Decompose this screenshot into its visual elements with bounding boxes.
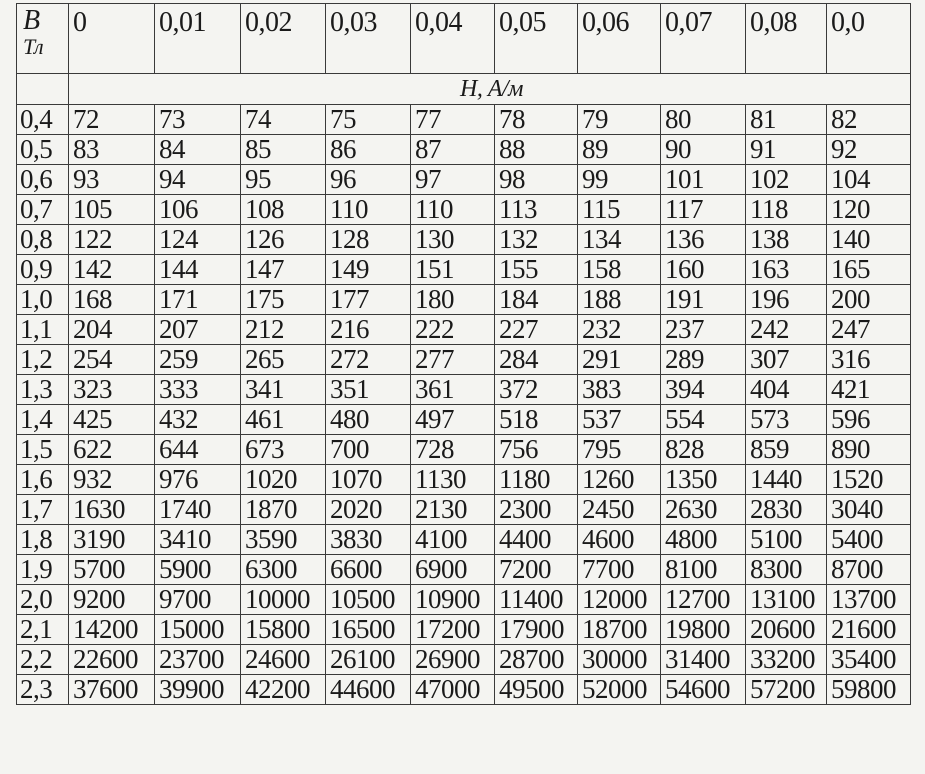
h-value-cell: 19800 [661, 615, 746, 645]
corner-cell [17, 4, 69, 74]
h-value-cell: 171 [155, 285, 241, 315]
h-value-cell: 3410 [155, 525, 241, 555]
h-value-cell: 54600 [661, 675, 746, 705]
h-value-cell: 8100 [661, 555, 746, 585]
h-value-cell: 6300 [241, 555, 326, 585]
h-value-cell: 596 [827, 405, 911, 435]
h-value-cell: 140 [827, 225, 911, 255]
h-value-cell: 136 [661, 225, 746, 255]
table-row [17, 615, 911, 645]
b-value-cell: 2,1 [17, 615, 69, 645]
h-value-cell: 20600 [746, 615, 827, 645]
b-value-cell: 1,4 [17, 405, 69, 435]
h-value-cell: 30000 [578, 645, 661, 675]
h-value-cell: 216 [326, 315, 411, 345]
h-value-cell: 74 [241, 105, 326, 135]
column-header: 0,04 [411, 4, 495, 74]
h-value-cell: 26900 [411, 645, 495, 675]
h-value-cell: 78 [495, 105, 578, 135]
h-value-cell: 518 [495, 405, 578, 435]
h-value-cell: 461 [241, 405, 326, 435]
column-header: 0,02 [241, 4, 326, 74]
h-value-cell: 361 [411, 375, 495, 405]
h-value-cell: 497 [411, 405, 495, 435]
h-value-cell: 932 [69, 465, 155, 495]
h-value-cell: 254 [69, 345, 155, 375]
h-value-cell: 98 [495, 165, 578, 195]
table-row [17, 315, 911, 345]
h-value-cell: 86 [326, 135, 411, 165]
h-value-cell: 118 [746, 195, 827, 225]
header-row [17, 4, 911, 74]
b-unit: Тл [23, 34, 44, 59]
h-value-cell: 1630 [69, 495, 155, 525]
h-value-cell: 13100 [746, 585, 827, 615]
h-value-cell: 17200 [411, 615, 495, 645]
h-value-cell: 480 [326, 405, 411, 435]
h-value-cell: 83 [69, 135, 155, 165]
h-value-cell: 323 [69, 375, 155, 405]
h-value-cell: 333 [155, 375, 241, 405]
h-value-cell: 13700 [827, 585, 911, 615]
h-value-cell: 425 [69, 405, 155, 435]
table-row [17, 585, 911, 615]
h-value-cell: 160 [661, 255, 746, 285]
h-value-cell: 8300 [746, 555, 827, 585]
h-value-cell: 2300 [495, 495, 578, 525]
h-value-cell: 2020 [326, 495, 411, 525]
column-header: 0,03 [326, 4, 411, 74]
table-row [17, 105, 911, 135]
h-value-cell: 110 [326, 195, 411, 225]
table-row [17, 285, 911, 315]
h-value-cell: 728 [411, 435, 495, 465]
h-value-cell: 2630 [661, 495, 746, 525]
b-value-cell: 2,2 [17, 645, 69, 675]
column-header: 0,08 [746, 4, 827, 74]
h-value-cell: 227 [495, 315, 578, 345]
h-value-cell: 57200 [746, 675, 827, 705]
h-value-cell: 72 [69, 105, 155, 135]
h-value-cell: 89 [578, 135, 661, 165]
h-value-cell: 232 [578, 315, 661, 345]
h-value-cell: 163 [746, 255, 827, 285]
h-value-cell: 79 [578, 105, 661, 135]
h-value-cell: 4400 [495, 525, 578, 555]
h-value-cell: 421 [827, 375, 911, 405]
h-value-cell: 2450 [578, 495, 661, 525]
h-value-cell: 117 [661, 195, 746, 225]
h-value-cell: 80 [661, 105, 746, 135]
unit-row [17, 74, 911, 105]
h-value-cell: 104 [827, 165, 911, 195]
h-value-cell: 14200 [69, 615, 155, 645]
h-value-cell: 859 [746, 435, 827, 465]
h-value-cell: 184 [495, 285, 578, 315]
magnetization-table [16, 3, 911, 705]
b-value-cell: 1,8 [17, 525, 69, 555]
h-value-cell: 3590 [241, 525, 326, 555]
h-value-cell: 122 [69, 225, 155, 255]
h-value-cell: 2830 [746, 495, 827, 525]
h-value-cell: 37600 [69, 675, 155, 705]
h-value-cell: 158 [578, 255, 661, 285]
h-value-cell: 1180 [495, 465, 578, 495]
b-value-cell: 2,0 [17, 585, 69, 615]
b-value-cell: 1,6 [17, 465, 69, 495]
h-value-cell: 10000 [241, 585, 326, 615]
column-header: 0,0 [827, 4, 911, 74]
h-value-cell: 105 [69, 195, 155, 225]
table-row [17, 405, 911, 435]
h-value-cell: 383 [578, 375, 661, 405]
table-row [17, 195, 911, 225]
h-value-cell: 115 [578, 195, 661, 225]
h-value-cell: 180 [411, 285, 495, 315]
table-row [17, 525, 911, 555]
h-value-cell: 177 [326, 285, 411, 315]
h-value-cell: 31400 [661, 645, 746, 675]
h-value-cell: 130 [411, 225, 495, 255]
h-value-cell: 75 [326, 105, 411, 135]
h-value-cell: 3040 [827, 495, 911, 525]
h-value-cell: 3830 [326, 525, 411, 555]
b-value-cell: 0,5 [17, 135, 69, 165]
h-value-cell: 24600 [241, 645, 326, 675]
b-value-cell: 1,5 [17, 435, 69, 465]
h-value-cell: 44600 [326, 675, 411, 705]
h-value-cell: 17900 [495, 615, 578, 645]
h-value-cell: 84 [155, 135, 241, 165]
h-value-cell: 21600 [827, 615, 911, 645]
h-value-cell: 307 [746, 345, 827, 375]
h-value-cell: 5900 [155, 555, 241, 585]
h-value-cell: 9700 [155, 585, 241, 615]
h-value-cell: 23700 [155, 645, 241, 675]
h-value-cell: 277 [411, 345, 495, 375]
h-value-cell: 5700 [69, 555, 155, 585]
h-value-cell: 890 [827, 435, 911, 465]
h-value-cell: 42200 [241, 675, 326, 705]
h-value-cell: 188 [578, 285, 661, 315]
table-row [17, 675, 911, 705]
h-value-cell: 18700 [578, 615, 661, 645]
b-value-cell: 1,3 [17, 375, 69, 405]
h-value-cell: 756 [495, 435, 578, 465]
h-value-cell: 537 [578, 405, 661, 435]
column-header: 0,05 [495, 4, 578, 74]
table-row [17, 135, 911, 165]
column-header: 0 [69, 4, 155, 74]
b-value-cell: 1,2 [17, 345, 69, 375]
b-value-cell: 0,9 [17, 255, 69, 285]
h-value-cell: 49500 [495, 675, 578, 705]
h-value-cell: 15000 [155, 615, 241, 645]
h-value-cell: 39900 [155, 675, 241, 705]
h-value-cell: 265 [241, 345, 326, 375]
h-value-cell: 155 [495, 255, 578, 285]
h-value-cell: 113 [495, 195, 578, 225]
h-value-cell: 622 [69, 435, 155, 465]
h-value-cell: 88 [495, 135, 578, 165]
b-value-cell: 0,4 [17, 105, 69, 135]
h-value-cell: 120 [827, 195, 911, 225]
h-value-cell: 700 [326, 435, 411, 465]
h-value-cell: 1260 [578, 465, 661, 495]
h-value-cell: 212 [241, 315, 326, 345]
table-body [17, 4, 911, 705]
h-value-cell: 316 [827, 345, 911, 375]
h-value-cell: 284 [495, 345, 578, 375]
unit-row-left-cell [17, 74, 69, 105]
h-value-cell: 52000 [578, 675, 661, 705]
h-value-cell: 207 [155, 315, 241, 345]
h-value-cell: 272 [326, 345, 411, 375]
h-value-cell: 93 [69, 165, 155, 195]
h-value-cell: 90 [661, 135, 746, 165]
h-value-cell: 108 [241, 195, 326, 225]
column-header: 0,06 [578, 4, 661, 74]
h-value-cell: 106 [155, 195, 241, 225]
table-row [17, 465, 911, 495]
h-value-cell: 1020 [241, 465, 326, 495]
b-value-cell: 1,1 [17, 315, 69, 345]
table-row [17, 495, 911, 525]
h-value-cell: 91 [746, 135, 827, 165]
table-row [17, 375, 911, 405]
h-value-cell: 795 [578, 435, 661, 465]
h-value-cell: 47000 [411, 675, 495, 705]
h-value-cell: 7200 [495, 555, 578, 585]
b-symbol: B [23, 5, 40, 36]
h-value-cell: 92 [827, 135, 911, 165]
h-value-cell: 222 [411, 315, 495, 345]
h-value-cell: 96 [326, 165, 411, 195]
h-value-cell: 95 [241, 165, 326, 195]
column-header: 0,07 [661, 4, 746, 74]
b-value-cell: 1,7 [17, 495, 69, 525]
h-value-cell: 1130 [411, 465, 495, 495]
h-value-cell: 1440 [746, 465, 827, 495]
h-value-cell: 432 [155, 405, 241, 435]
h-value-cell: 35400 [827, 645, 911, 675]
h-value-cell: 134 [578, 225, 661, 255]
h-value-cell: 976 [155, 465, 241, 495]
h-value-cell: 9200 [69, 585, 155, 615]
h-value-cell: 138 [746, 225, 827, 255]
h-value-cell: 15800 [241, 615, 326, 645]
h-value-cell: 554 [661, 405, 746, 435]
h-value-cell: 372 [495, 375, 578, 405]
h-value-cell: 175 [241, 285, 326, 315]
b-value-cell: 0,6 [17, 165, 69, 195]
h-value-cell: 147 [241, 255, 326, 285]
h-value-cell: 94 [155, 165, 241, 195]
table-row [17, 255, 911, 285]
b-value-cell: 1,0 [17, 285, 69, 315]
h-value-cell: 12700 [661, 585, 746, 615]
h-value-cell: 644 [155, 435, 241, 465]
h-value-cell: 10900 [411, 585, 495, 615]
table-row [17, 225, 911, 255]
h-value-cell: 7700 [578, 555, 661, 585]
h-value-cell: 1070 [326, 465, 411, 495]
h-value-cell: 237 [661, 315, 746, 345]
h-value-cell: 142 [69, 255, 155, 285]
h-value-cell: 12000 [578, 585, 661, 615]
h-value-cell: 4800 [661, 525, 746, 555]
h-value-cell: 87 [411, 135, 495, 165]
h-value-cell: 101 [661, 165, 746, 195]
h-value-cell: 26100 [326, 645, 411, 675]
table-row [17, 345, 911, 375]
h-unit-label: H, А/м [69, 74, 911, 105]
h-value-cell: 1740 [155, 495, 241, 525]
h-value-cell: 5400 [827, 525, 911, 555]
h-value-cell: 81 [746, 105, 827, 135]
b-value-cell: 2,3 [17, 675, 69, 705]
h-value-cell: 128 [326, 225, 411, 255]
h-value-cell: 1520 [827, 465, 911, 495]
h-value-cell: 73 [155, 105, 241, 135]
h-value-cell: 204 [69, 315, 155, 345]
b-value-cell: 0,7 [17, 195, 69, 225]
h-value-cell: 1870 [241, 495, 326, 525]
h-value-cell: 59800 [827, 675, 911, 705]
h-value-cell: 404 [746, 375, 827, 405]
h-value-cell: 394 [661, 375, 746, 405]
h-value-cell: 168 [69, 285, 155, 315]
h-value-cell: 291 [578, 345, 661, 375]
h-value-cell: 1350 [661, 465, 746, 495]
h-value-cell: 149 [326, 255, 411, 285]
table-row [17, 435, 911, 465]
h-value-cell: 97 [411, 165, 495, 195]
h-value-cell: 673 [241, 435, 326, 465]
h-value-cell: 8700 [827, 555, 911, 585]
h-value-cell: 200 [827, 285, 911, 315]
h-value-cell: 351 [326, 375, 411, 405]
h-value-cell: 28700 [495, 645, 578, 675]
h-value-cell: 102 [746, 165, 827, 195]
h-value-cell: 6600 [326, 555, 411, 585]
h-value-cell: 4600 [578, 525, 661, 555]
h-value-cell: 144 [155, 255, 241, 285]
h-value-cell: 77 [411, 105, 495, 135]
h-value-cell: 196 [746, 285, 827, 315]
h-value-cell: 10500 [326, 585, 411, 615]
h-value-cell: 2130 [411, 495, 495, 525]
column-header: 0,01 [155, 4, 241, 74]
h-value-cell: 126 [241, 225, 326, 255]
h-value-cell: 151 [411, 255, 495, 285]
table-row [17, 165, 911, 195]
table-row [17, 645, 911, 675]
h-value-cell: 33200 [746, 645, 827, 675]
h-value-cell: 259 [155, 345, 241, 375]
b-value-cell: 1,9 [17, 555, 69, 585]
h-value-cell: 828 [661, 435, 746, 465]
h-value-cell: 16500 [326, 615, 411, 645]
h-value-cell: 3190 [69, 525, 155, 555]
h-value-cell: 165 [827, 255, 911, 285]
h-value-cell: 11400 [495, 585, 578, 615]
table-row [17, 555, 911, 585]
b-value-cell: 0,8 [17, 225, 69, 255]
h-value-cell: 5100 [746, 525, 827, 555]
h-value-cell: 132 [495, 225, 578, 255]
h-value-cell: 124 [155, 225, 241, 255]
h-value-cell: 110 [411, 195, 495, 225]
h-value-cell: 82 [827, 105, 911, 135]
h-value-cell: 85 [241, 135, 326, 165]
h-value-cell: 22600 [69, 645, 155, 675]
h-value-cell: 4100 [411, 525, 495, 555]
h-value-cell: 247 [827, 315, 911, 345]
h-value-cell: 573 [746, 405, 827, 435]
h-value-cell: 242 [746, 315, 827, 345]
h-value-cell: 341 [241, 375, 326, 405]
h-value-cell: 191 [661, 285, 746, 315]
h-value-cell: 289 [661, 345, 746, 375]
h-value-cell: 6900 [411, 555, 495, 585]
h-value-cell: 99 [578, 165, 661, 195]
